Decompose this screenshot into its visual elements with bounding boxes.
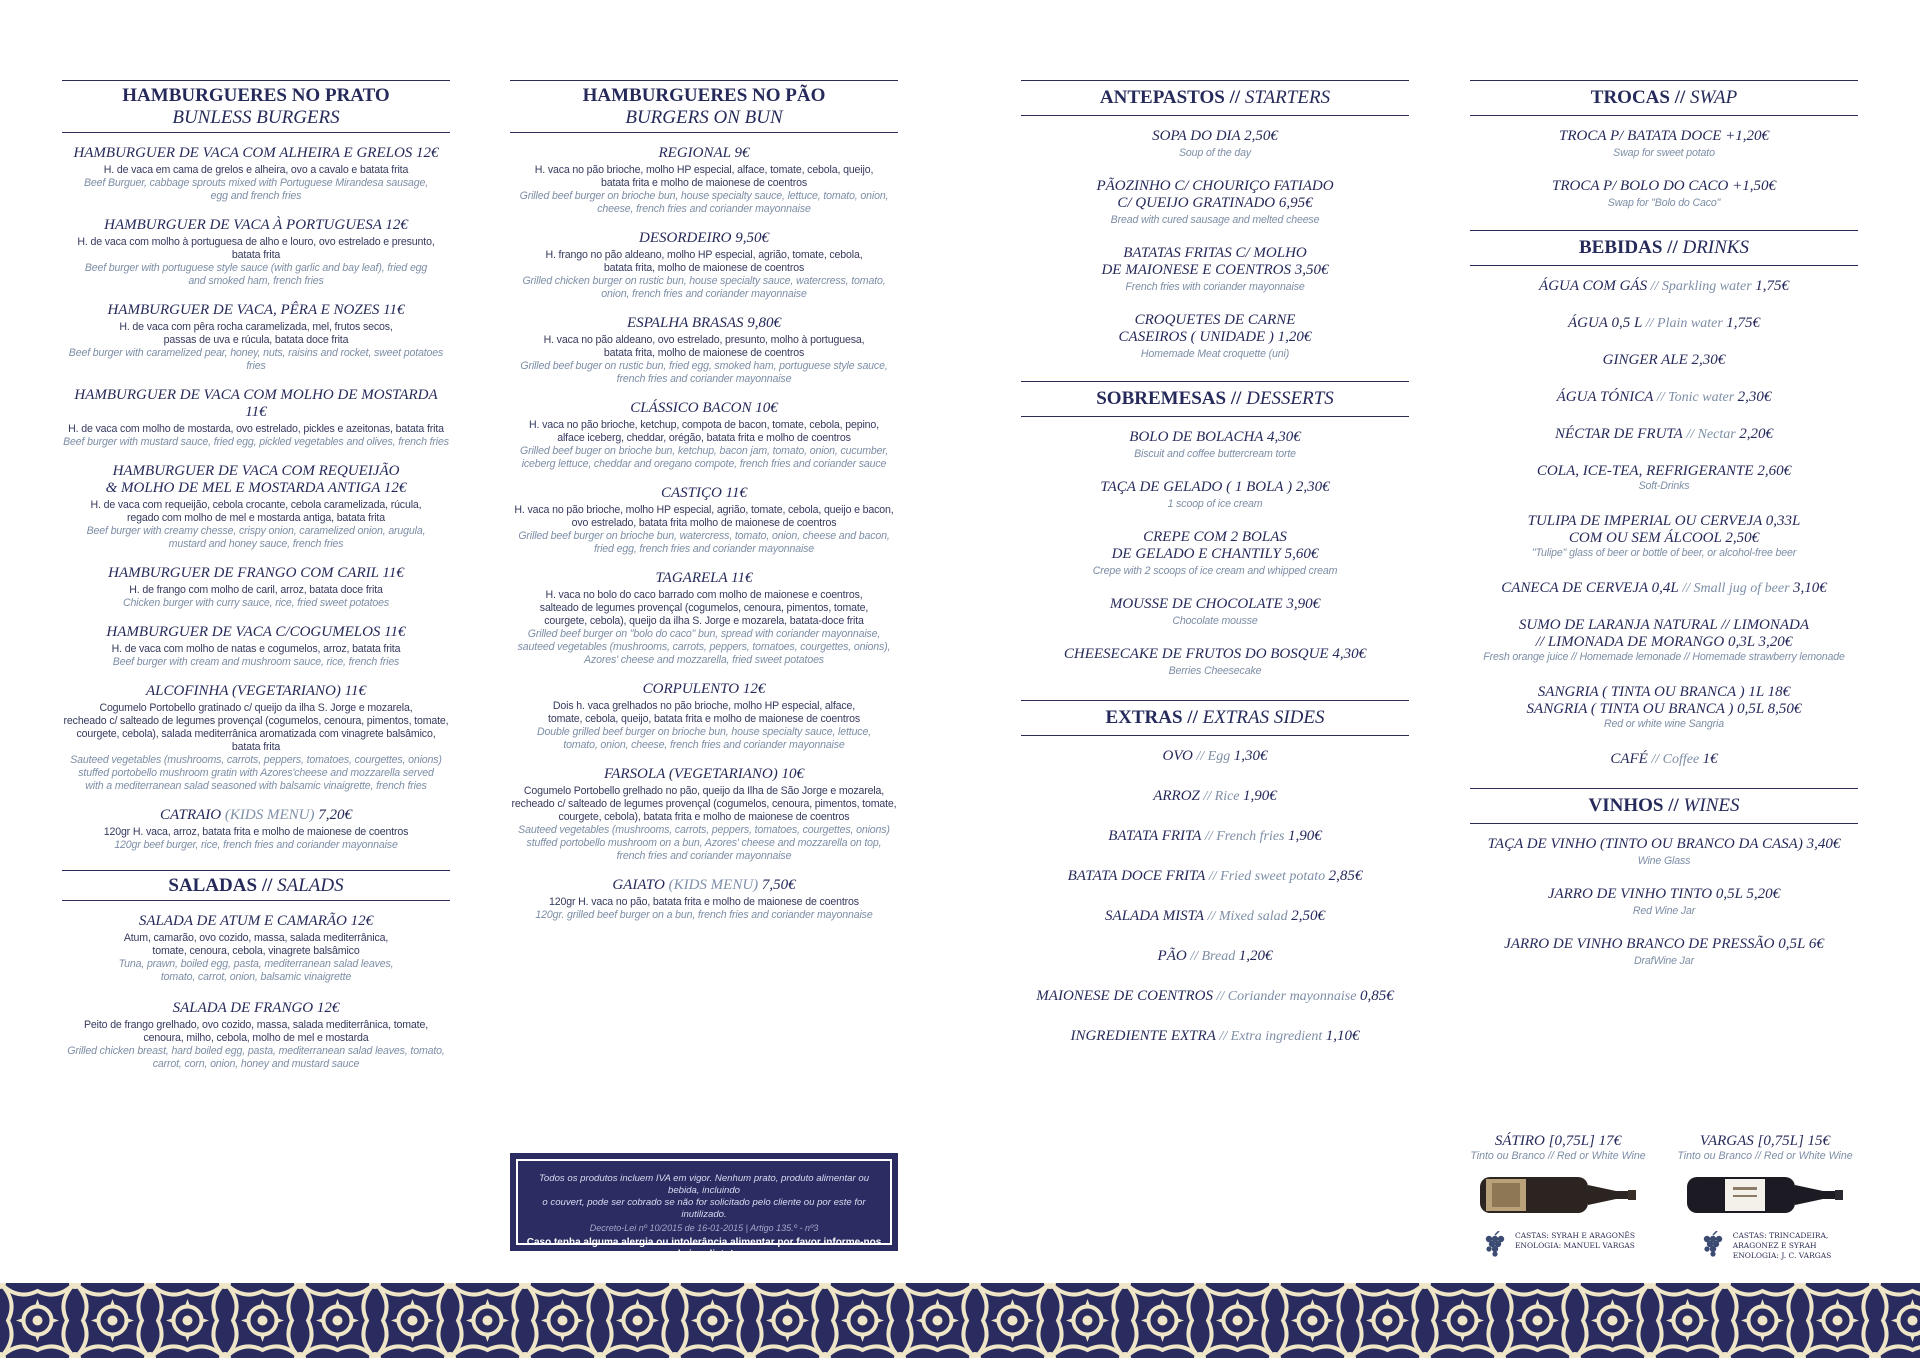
item-description-en: Crepe with 2 scoops of ice cream and whipped cream — [1092, 565, 1338, 577]
legal-notice-box — [510, 1153, 898, 1260]
drink-label: MAIONESE DE COENTROS — [1036, 988, 1213, 1004]
wine-bottle-image — [1478, 1171, 1638, 1219]
drink-price: 1,75€ — [1726, 315, 1761, 331]
item-description-en: Sauteed vegetables (mushrooms, carrots, peppers, tomatoes, courgettes, onions) stuffed portobello mushroom gratin with Azores'cheese and mozzarella served with a mediterranean salad seasoned with balsamic vinaigrette, french fries — [70, 754, 442, 792]
item-description-pt: 120gr H. vaca, arroz, batata frita e molho de maionese de coentros — [103, 826, 409, 838]
drink-item — [1021, 868, 1409, 885]
drink-label: TULIPA DE IMPERIAL OU CERVEJA 0,33L COM OU SEM ÁLCOOL 2,50€ — [1527, 513, 1801, 546]
notice-decree: Decreto-Lei nº 10/2015 de 16-01-2015 | Artigo 135.º - nº3 — [589, 1223, 819, 1233]
item-description-pt: 120gr H. vaca no pão, batata frita e molho de maionese de coentros — [549, 896, 859, 908]
menu-item — [62, 387, 450, 449]
wine-grapes: CASTAS: TRINCADEIRA, ARAGONEZ E SYRAH ENOLOGIA: J. C. VARGAS — [1732, 1231, 1832, 1260]
section-title: SALADAS // SALADS — [168, 875, 344, 896]
item-name: TAÇA DE GELADO ( 1 BOLA ) 2,30€ — [1100, 479, 1330, 495]
item-description-en: Wine Glass — [1637, 855, 1691, 867]
item-description-en: Bread with cured sausage and melted cheese — [1110, 214, 1320, 226]
wine-subtitle: Tinto ou Branco // Red or White Wine — [1470, 1150, 1646, 1162]
item-name: HAMBURGUER DE VACA À PORTUGUESA 12€ — [104, 217, 408, 233]
drink-name — [1470, 684, 1858, 718]
drink-price: 3,10€ — [1793, 580, 1827, 596]
drink-price: 2,85€ — [1328, 868, 1363, 884]
item-name: MOUSSE DE CHOCOLATE 3,90€ — [1109, 596, 1321, 612]
item-name: CLÁSSICO BACON 10€ — [630, 400, 778, 416]
wine-vargas — [1670, 1133, 1860, 1261]
menu-item — [1021, 479, 1409, 511]
drink-price: 2,50€ — [1291, 908, 1325, 924]
wine-name: VARGAS [0,75L] 15€ — [1699, 1133, 1831, 1149]
item-name: JARRO DE VINHO TINTO 0,5L 5,20€ — [1547, 886, 1781, 902]
item-name: BOLO DE BOLACHA 4,30€ — [1129, 429, 1301, 445]
drink-item — [1470, 463, 1858, 493]
item-name — [62, 807, 450, 824]
menu-item — [1470, 178, 1858, 210]
drink-item — [1470, 389, 1858, 406]
drink-price: 1,90€ — [1243, 788, 1277, 804]
menu-item — [1021, 178, 1409, 227]
menu-item — [510, 485, 898, 556]
section-header-swap — [1470, 80, 1858, 116]
wine-name: SÁTIRO [0,75L] 17€ — [1494, 1133, 1622, 1149]
item-price: 7,50€ — [758, 877, 796, 893]
drink-description-en: Red or white wine Sangria — [1604, 718, 1724, 730]
item-description-en: Beef burger with creamy chesse, crispy onion, caramelized onion, arugula, mustard and honey sauce, french fries — [86, 525, 426, 550]
item-name: HAMBURGUER DE VACA COM ALHEIRA E GRELOS 12€ — [73, 145, 439, 161]
item-description-pt: H. vaca no pão brioche, ketchup, compota de bacon, tomate, cebola, pepino, alface iceberg, cheddar, orégão, batata frita e molho de coentros — [529, 419, 879, 444]
item-description-en: 1 scoop of ice cream — [1167, 498, 1263, 510]
item-name — [510, 877, 898, 894]
menu-item — [1021, 529, 1409, 578]
item-description-en: DrafWine Jar — [1634, 955, 1694, 967]
wine-satiro — [1463, 1133, 1653, 1259]
menu-item — [510, 230, 898, 301]
item-description-en: Double grilled beef burger on brioche bun, house specialty sauce, lettuce, tomato, onion, cheese, french fries and coriander mayonnaise — [536, 726, 871, 751]
item-description-en: Sauteed vegetables (mushrooms, carrots, peppers, tomatoes, courgettes, onions) stuffed portobello mushroom on a bun, Azores' cheese and mozzarella on top, french fries and coriander mayonnaise — [518, 824, 890, 862]
item-name: CORPULENTO 12€ — [642, 681, 766, 697]
drink-item — [1021, 988, 1409, 1005]
drink-item — [1021, 948, 1409, 965]
menu-item — [1021, 128, 1409, 160]
drink-name — [1470, 278, 1858, 295]
drink-price: 1,90€ — [1288, 828, 1322, 844]
item-description-en: 120gr. grilled beef burger on a bun, french fries and coriander mayonnaise — [535, 909, 873, 921]
drink-name — [1021, 908, 1409, 925]
drink-label-en: // Mixed salad — [1204, 909, 1292, 924]
drink-item — [1470, 617, 1858, 664]
item-name: CASTIÇO 11€ — [661, 485, 747, 501]
item-description-en: Grilled beef burger on brioche bun, house specialty sauce, lettuce, tomato, onion, cheese, french fries and coriander mayonnaise — [519, 190, 889, 215]
item-description-en: French fries with coriander mayonnaise — [1125, 281, 1305, 293]
drink-item — [1021, 788, 1409, 805]
menu-item — [62, 217, 450, 288]
menu-item — [1021, 312, 1409, 361]
section-title: ANTEPASTOS // STARTERS — [1099, 87, 1331, 108]
item-price: 7,20€ — [314, 807, 352, 823]
item-description-en: Grilled beef burger on brioche bun, watercress, tomato, onion, cheese and bacon, fried egg, french fries and coriander mayonnaise — [518, 530, 890, 555]
drink-label-en: // Tonic water — [1653, 390, 1738, 405]
drink-label-en: // Bread — [1186, 949, 1239, 964]
item-description-en: Beef burger with cream and mushroom sauce, rice, french fries — [112, 656, 400, 668]
drink-name — [1470, 389, 1858, 406]
menu-item — [1021, 429, 1409, 461]
item-description-en: Grilled chicken burger on rustic bun, house specialty sauce, watercress, tomato, onion, french fries and coriander mayonnaise — [522, 275, 886, 300]
drinks-list — [1470, 278, 1858, 768]
item-name: TROCA P/ BOLO DO CACO +1,50€ — [1551, 178, 1777, 194]
notice-allergy: Caso tenha alguma alergia ou intolerância alimentar por favor informe-nos de imediato! — [526, 1237, 882, 1260]
menu-item — [1470, 936, 1858, 968]
drink-name — [1021, 828, 1409, 845]
kids-menu-tag: (KIDS MENU) — [668, 877, 759, 893]
item-name: REGIONAL 9€ — [658, 145, 750, 161]
item-description-en: Berries Cheesecake — [1168, 665, 1262, 677]
item-name: TAGARELA 11€ — [655, 570, 753, 586]
drink-name — [1470, 426, 1858, 443]
drink-label-en: // Egg — [1192, 749, 1234, 764]
menu-item — [62, 683, 450, 793]
menu-item — [510, 570, 898, 667]
drink-name — [1470, 315, 1858, 332]
item-description-pt: Cogumelo Portobello grelhado no pão, queijo da Ilha de São Jorge e mozarela, recheado c/ salteado de legumes provençal (cogumelos, cenoura, pimentos, tomate, courgete, cebola), batata frita e molho de maionese de coentros — [511, 785, 897, 823]
drink-name — [1470, 513, 1858, 547]
section-title: VINHOS // WINES — [1588, 795, 1740, 816]
drink-item — [1021, 908, 1409, 925]
item-name: SOPA DO DIA 2,50€ — [1152, 128, 1278, 144]
drink-label: SALADA MISTA — [1105, 908, 1205, 924]
drink-label-en: // Rice — [1199, 789, 1244, 804]
drink-name — [1470, 352, 1858, 369]
menu-item — [62, 624, 450, 669]
drink-description-en: "Tulipe" glass of beer or bottle of beer, or alcohol-free beer — [1531, 547, 1797, 559]
item-name: DESORDEIRO 9,50€ — [639, 230, 769, 246]
drink-name — [1470, 751, 1858, 768]
item-description-pt: H. frango no pão aldeano, molho HP especial, agrião, tomate, cebola, batata frita, molho de maionese de coentros — [545, 249, 863, 274]
item-description-en: Chocolate mousse — [1172, 615, 1258, 627]
drink-item — [1470, 315, 1858, 332]
menu-item — [62, 1000, 450, 1071]
swap-list — [1470, 128, 1858, 210]
section-title: TROCAS // SWAP — [1590, 87, 1738, 108]
burgers-bun-list — [510, 145, 898, 922]
menu-item — [62, 565, 450, 610]
starters-list — [1021, 128, 1409, 361]
item-description-en: Soup of the day — [1179, 147, 1251, 159]
item-description-pt: H. de vaca com molho à portuguesa de alho e louro, ovo estrelado e presunto, batata frita — [77, 236, 435, 261]
drink-name — [1021, 1028, 1409, 1045]
item-name: ALCOFINHA (VEGETARIANO) 11€ — [146, 683, 366, 699]
section-title: HAMBURGUERES NO PRATO — [122, 85, 390, 106]
section-header-starters — [1021, 80, 1409, 116]
drink-name — [1470, 463, 1858, 480]
tile-pattern — [0, 1283, 1920, 1358]
item-description-en: Grilled beef buger on brioche bun, ketchup, bacon jam, tomato, onion, cucumber, iceberg lettuce, cheddar and oregano compote, french fries and coriander sauce — [520, 445, 888, 470]
drink-description-en: Soft-Drinks — [1638, 480, 1690, 492]
column-2 — [510, 80, 898, 936]
section-header-burgers-bun — [510, 80, 898, 133]
menu-item — [510, 681, 898, 752]
menu-item — [510, 400, 898, 471]
menu-item — [510, 315, 898, 386]
item-name: SALADA DE FRANGO 12€ — [172, 1000, 340, 1016]
drink-name — [1021, 748, 1409, 765]
drink-price: 2,30€ — [1737, 389, 1772, 405]
drink-item — [1470, 513, 1858, 560]
item-description-pt: H. de vaca com requeijão, cebola crocante, cebola caramelizada, rúcula, regado com molho de mel e mostarda antiga, batata frita — [90, 499, 422, 524]
wines-list — [1470, 836, 1858, 968]
wine-bottle-image — [1685, 1171, 1845, 1219]
item-name: BATATAS FRITAS C/ MOLHO DE MAIONESE E COENTROS 3,50€ — [1101, 245, 1329, 278]
drink-name — [1021, 868, 1409, 885]
drink-price: 1,75€ — [1755, 278, 1789, 294]
item-name: HAMBURGUER DE VACA COM REQUEIJÃO & MOLHO DE MEL E MOSTARDA ANTIGA 12€ — [105, 463, 407, 496]
section-header-extras — [1021, 700, 1409, 736]
section-header-desserts — [1021, 381, 1409, 417]
menu-item — [510, 766, 898, 863]
drink-label: NÉCTAR DE FRUTA — [1555, 426, 1683, 442]
drink-label: ÁGUA COM GÁS — [1539, 278, 1648, 294]
drink-label: ARROZ — [1153, 788, 1200, 804]
grapes-icon — [1699, 1231, 1727, 1259]
grapes-icon — [1481, 1231, 1509, 1259]
item-description-en: Grilled beef burger on "bolo do caco" bun, spread with coriander mayonnaise, sauteed vegetables (mushrooms, carrots, peppers, tomatoes, courgettes, onions), Azores' cheese and mozzarella, fried sweet potatoes — [517, 628, 891, 666]
drink-label-en: // Fried sweet potato — [1205, 869, 1329, 884]
item-description-en: Beef Burguer, cabbage sprouts mixed with Portuguese Mirandesa sausage, egg and french fries — [83, 177, 428, 202]
item-name: CROQUETES DE CARNE CASEIROS ( UNIDADE ) 1,20€ — [1118, 312, 1312, 345]
drink-item — [1470, 580, 1858, 597]
section-title: HAMBURGUERES NO PÃO — [582, 85, 826, 106]
menu-item — [1470, 128, 1858, 160]
section-title: BEBIDAS // DRINKS — [1579, 237, 1749, 258]
item-description-pt: H. vaca no pão aldeano, ovo estrelado, presunto, molho à portuguesa, batata frita, molho de maionese de coentros — [543, 334, 865, 359]
menu-item — [510, 877, 898, 922]
item-description-en: Swap for sweet potato — [1613, 147, 1715, 159]
menu-item — [62, 913, 450, 984]
drink-item — [1470, 352, 1858, 369]
drink-item — [1470, 278, 1858, 295]
drink-name — [1470, 580, 1858, 597]
drink-label: OVO — [1162, 748, 1193, 764]
menu-item — [1470, 836, 1858, 868]
drink-label: CAFÉ — [1610, 751, 1648, 767]
drink-label: ÁGUA TÓNICA — [1556, 389, 1654, 405]
drink-label-en: // Nectar — [1682, 427, 1740, 442]
item-description-pt: Atum, camarão, ovo cozido, massa, salada mediterrânica, tomate, cenoura, cebola, vinagrete balsâmico — [123, 932, 389, 957]
item-description-en: Tuna, prawn, boiled egg, pasta, mediterranean salad leaves, tomato, carrot, onion, balsamic vinaigrette — [118, 958, 394, 983]
item-description-pt: H. de vaca com molho de mostarda, ovo estrelado, pickles e azeitonas, batata frita — [68, 423, 444, 435]
menu-item — [62, 145, 450, 203]
drink-label: PÃO — [1157, 948, 1187, 964]
item-description-en: Chicken burger with curry sauce, rice, fried sweet potatoes — [122, 597, 390, 609]
kids-menu-tag: (KIDS MENU) — [224, 807, 315, 823]
item-name: CREPE COM 2 BOLAS DE GELADO E CHANTILY 5,60€ — [1111, 529, 1319, 562]
item-description-pt: Dois h. vaca grelhados no pão brioche, molho HP especial, alface, tomate, cebola, queijo, batata frita e molho de maionese de coentros — [548, 700, 860, 725]
section-header-burgers-plate — [62, 80, 450, 133]
item-name: HAMBURGUER DE VACA C/COGUMELOS 11€ — [106, 624, 406, 640]
item-description-en: 120gr beef burger, rice, french fries and coriander mayonnaise — [114, 839, 398, 851]
item-name: TAÇA DE VINHO (TINTO OU BRANCO DA CASA) 3,40€ — [1487, 836, 1841, 852]
extras-list — [1021, 748, 1409, 1045]
section-subtitle: BURGERS ON BUN — [625, 107, 783, 128]
drink-item — [1021, 828, 1409, 845]
burgers-plate-list — [62, 145, 450, 852]
item-description-pt: H. vaca no pão brioche, molho HP especial, agrião, tomate, cebola, queijo e bacon, ovo estrelado, batata frita molho de maionese de coentros — [514, 504, 894, 529]
item-name: HAMBURGUER DE VACA COM MOLHO DE MOSTARDA 11€ — [74, 387, 438, 420]
drink-label: SANGRIA ( TINTA OU BRANCA ) 1L 18€ SANGRIA ( TINTA OU BRANCA ) 0,5L 8,50€ — [1526, 684, 1802, 717]
column-4 — [1470, 80, 1858, 986]
legal-notice-frame — [516, 1159, 892, 1260]
item-description-en: Beef burger with caramelized pear, honey, nuts, raisins and rocket, sweet potatoes fries — [68, 347, 444, 372]
item-description-en: Homemade Meat croquette (uni) — [1140, 348, 1290, 360]
drink-name — [1470, 617, 1858, 651]
item-name: PÃOZINHO C/ CHOURIÇO FATIADO C/ QUEIJO GRATINADO 6,95€ — [1096, 178, 1334, 211]
item-description-pt: H. de vaca com molho de natas e cogumelos, arroz, batata frita — [111, 643, 401, 655]
item-description-en: Biscuit and coffee buttercream torte — [1134, 448, 1296, 460]
column-3 — [1021, 80, 1409, 1068]
menu-item — [62, 302, 450, 373]
drink-item — [1021, 748, 1409, 765]
drink-name — [1021, 988, 1409, 1005]
drink-label: BATATA DOCE FRITA — [1067, 868, 1206, 884]
item-name: JARRO DE VINHO BRANCO DE PRESSÃO 0,5L 6€ — [1504, 936, 1824, 952]
item-description-en: Swap for "Bolo do Caco" — [1607, 197, 1721, 209]
item-description-pt: Cogumelo Portobello gratinado c/ queijo da ilha S. Jorge e mozarela, recheado c/ salteado de legumes provençal (cogumelos, cenoura, pimentos, tomate, courgete, cebola), salada mediterrânica aromatizada com vinagrete balsâmico, batata frita — [63, 702, 449, 753]
drink-name — [1021, 788, 1409, 805]
item-name: FARSOLA (VEGETARIANO) 10€ — [604, 766, 804, 782]
menu-item — [1021, 646, 1409, 678]
item-description-pt: H. vaca no bolo do caco barrado com molho de maionese e coentros, salteado de legumes provençal (cogumelos, cenoura, pimentos, tomate, courgete, cebola), queijo da ilha S. Jorge e mozarela, batata-doce frita — [539, 589, 869, 627]
drink-label-en: // Coriander mayonnaise — [1212, 989, 1360, 1004]
drink-price: 0,85€ — [1359, 988, 1394, 1004]
item-description-pt: H. vaca no pão brioche, molho HP especial, alface, tomate, cebola, queijo, batata frita e molho de maionese de coentros — [534, 164, 874, 189]
drink-label: BATATA FRITA — [1108, 828, 1202, 844]
item-description-pt: Peito de frango grelhado, ovo cozido, massa, salada mediterrânica, tomate, cenoura, milho, cebola, molho de mel e mostarda — [84, 1019, 428, 1044]
drink-label: ÁGUA 0,5 L — [1567, 315, 1643, 331]
section-header-salads — [62, 870, 450, 901]
item-name-main: GAIATO — [612, 877, 669, 893]
drink-label-en: // Plain water — [1642, 316, 1727, 331]
item-name: HAMBURGUER DE FRANGO COM CARIL 11€ — [108, 565, 404, 581]
section-title: EXTRAS // EXTRAS SIDES — [1105, 707, 1325, 728]
item-name: SALADA DE ATUM E CAMARÃO 12€ — [138, 913, 374, 929]
salads-list — [62, 913, 450, 1071]
drink-item — [1021, 1028, 1409, 1045]
item-description-en: Red Wine Jar — [1632, 905, 1696, 917]
azulejo-tile-border — [0, 1283, 1920, 1358]
section-subtitle: BUNLESS BURGERS — [172, 107, 340, 128]
drink-item — [1470, 426, 1858, 443]
drink-label: COLA, ICE-TEA, REFRIGERANTE 2,60€ — [1536, 463, 1792, 479]
menu-item — [1021, 596, 1409, 628]
menu-item — [1470, 886, 1858, 918]
item-name: CHEESECAKE DE FRUTOS DO BOSQUE 4,30€ — [1063, 646, 1367, 662]
notice-text: Todos os produtos incluem IVA em vigor. Nenhum prato, produto alimentar ou bebida, incluindo o couvert, pode ser cobrado se não for solicitado pelo cliente ou por este for inutilizado. — [538, 1173, 870, 1220]
item-description-pt: H. de vaca com pêra rocha caramelizada, mel, frutos secos, passas de uva e rúcula, batata doce frita — [119, 321, 393, 346]
drink-label: CANECA DE CERVEJA 0,4L — [1501, 580, 1679, 596]
section-header-wines — [1470, 788, 1858, 824]
drink-name — [1021, 948, 1409, 965]
section-header-drinks — [1470, 230, 1858, 266]
item-description-pt: H. de vaca em cama de grelos e alheira, ovo a cavalo e batata frita — [103, 164, 409, 176]
item-name-main: CATRAIO — [160, 807, 225, 823]
column-1 — [62, 80, 450, 1087]
menu-item — [1021, 245, 1409, 294]
drink-label-en: // Sparkling water — [1647, 279, 1756, 294]
item-description-en: Grilled beef buger on rustic bun, fried egg, smoked ham, portuguese style sauce, french fries and coriander mayonnaise — [520, 360, 888, 385]
drink-price: 1,10€ — [1325, 1028, 1360, 1044]
drink-label-en: // French fries — [1201, 829, 1288, 844]
wine-info — [1670, 1231, 1860, 1261]
drink-label-en: // Extra ingredient — [1215, 1029, 1326, 1044]
drink-label-en: // Small jug of beer — [1678, 581, 1794, 596]
menu-item — [510, 145, 898, 216]
drink-label: SUMO DE LARANJA NATURAL // LIMONADA // LIMONADA DE MORANGO 0,3L 3,20€ — [1518, 617, 1810, 650]
wine-info — [1463, 1231, 1653, 1259]
drink-label: INGREDIENTE EXTRA — [1070, 1028, 1216, 1044]
item-description-en: Beef burger with portuguese style sauce (with garlic and bay leaf), fried egg and smoked ham, french fries — [84, 262, 428, 287]
drink-label: GINGER ALE 2,30€ — [1602, 352, 1726, 368]
drink-label-en: // Coffee — [1647, 752, 1703, 767]
menu-item — [62, 463, 450, 551]
item-name: ESPALHA BRASAS 9,80€ — [626, 315, 782, 331]
drink-item — [1470, 684, 1858, 731]
desserts-list — [1021, 429, 1409, 678]
drink-price: 1€ — [1702, 751, 1718, 767]
item-description-en: Grilled chicken breast, hard boiled egg, pasta, mediterranean salad leaves, tomato, carrot, corn, onion, honey and mustard sauce — [67, 1045, 445, 1070]
item-name: TROCA P/ BATATA DOCE +1,20€ — [1559, 128, 1769, 144]
drink-price: 2,20€ — [1739, 426, 1773, 442]
menu-item — [62, 807, 450, 852]
item-name: HAMBURGUER DE VACA, PÊRA E NOZES 11€ — [107, 302, 405, 318]
wine-subtitle: Tinto ou Branco // Red or White Wine — [1677, 1150, 1853, 1162]
section-title: SOBREMESAS // DESSERTS — [1096, 388, 1334, 409]
drink-price: 1,30€ — [1233, 748, 1268, 764]
item-description-en: Beef burger with mustard sauce, fried egg, pickled vegetables and olives, french fries — [63, 436, 449, 448]
drink-description-en: Fresh orange juice // Homemade lemonade // Homemade strawberry lemonade — [1483, 651, 1845, 663]
drink-price: 1,20€ — [1238, 948, 1273, 964]
item-description-pt: H. de frango com molho de caril, arroz, batata doce frita — [129, 584, 383, 596]
wine-grapes: CASTAS: SYRAH E ARAGONÊS ENOLOGIA: MANUEL VARGAS — [1514, 1231, 1636, 1250]
drink-item — [1470, 751, 1858, 768]
